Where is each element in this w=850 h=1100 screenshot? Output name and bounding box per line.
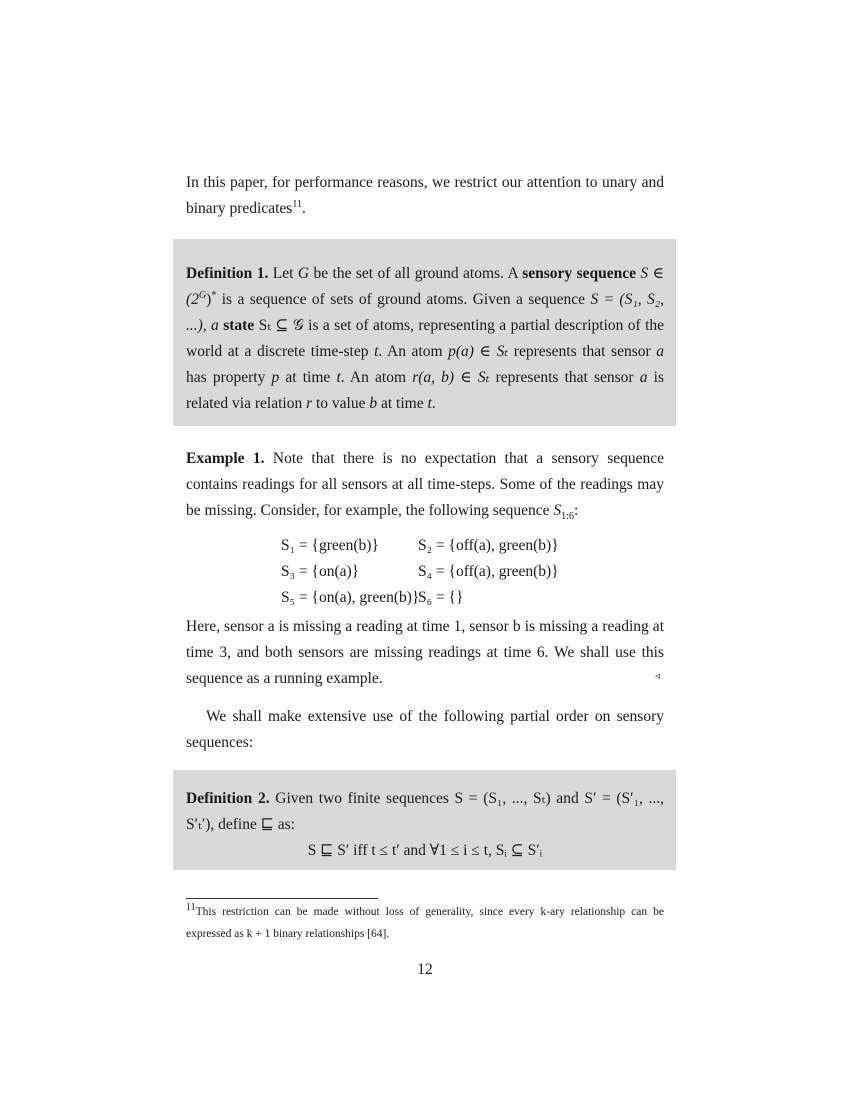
def1-t2: be the set of all ground atoms. A: [313, 265, 518, 282]
definition-2-formula: S ⊑ S′ iff t ≤ t′ and ∀1 ≤ i ≤ t, Sᵢ ⊆ S′ᵢ: [307, 842, 543, 859]
example-1-label: Example 1.: [186, 450, 265, 467]
def1-t25: at time: [381, 395, 424, 412]
def1-t16: t: [336, 369, 341, 386]
def2-text: Given two finite sequences S = (S₁, ..., Sₜ) and S′ = (S′₁, ..., S′ₜ′), define ⊑ as:: [186, 790, 664, 833]
footnote-text: This restriction can be made without loss of generality, since every k-ary relationship can be expressed as k + 1 binary relationships [64].: [186, 906, 664, 940]
def1-t12: a: [656, 343, 665, 360]
def1-t14: p: [271, 369, 280, 386]
def1-t7: Sₜ ⊆ 𝒢 is a set of atoms, representing a partial description of the world at a discrete time-step: [186, 317, 665, 360]
def1-t9: . An atom: [378, 343, 443, 360]
definition-2-text: [186, 786, 664, 838]
sequence-cell: S₂ = {off(a), green(b)}: [418, 537, 559, 554]
def1-t5: is a sequence of sets of ground atoms. Given a sequence: [221, 291, 586, 308]
def1-t23: to value: [316, 395, 366, 412]
sequence-cell: S₆ = {}: [418, 589, 464, 606]
sensory-sequence-term: sensory sequence: [522, 265, 636, 282]
definition-1-box: [173, 239, 676, 426]
def1-t8: t: [374, 343, 379, 360]
def1-t21: is related via relation: [186, 369, 664, 412]
definition-2-label: Definition 2.: [186, 790, 270, 807]
def1-t26: t: [427, 395, 432, 412]
def1-t18: r(a, b) ∈ Sₜ: [412, 369, 490, 386]
end-of-example-mark: ◃: [655, 671, 661, 682]
definition-1-text: [186, 261, 664, 417]
example-1-paragraph: [186, 446, 664, 524]
state-term: state: [223, 317, 255, 334]
def1-t3: S ∈ (2: [186, 265, 665, 308]
def1-t17: . An atom: [340, 369, 407, 386]
def1-t11: represents that sensor: [513, 343, 651, 360]
footnote: [186, 901, 664, 945]
intro-text: In this paper, for performance reasons, we restrict our attention to unary and binary predicates: [186, 174, 664, 217]
def1-t19: represents that sensor: [495, 369, 634, 386]
example-1-after: [186, 614, 664, 692]
definition-1-label: Definition 1.: [186, 265, 269, 282]
footnote-mark: 11: [186, 902, 196, 914]
footnote-rule: [186, 898, 378, 899]
def1-t22: r: [306, 395, 313, 412]
ex1-after-text: Here, sensor a is missing a reading at time 1, sensor b is missing a reading at time 3, and both sensors are missing readings at time 6. We shall use this sequence as a running example.: [186, 618, 664, 687]
ground-atoms-symbol: G: [297, 265, 310, 282]
def1-t10: p(a) ∈ Sₜ: [448, 343, 509, 360]
def1-t6: S = (S₁, S₂, ...), a: [186, 291, 664, 334]
partial-order-paragraph: [186, 704, 664, 756]
def1-t4: ): [206, 291, 212, 308]
def1-t1: Let: [272, 265, 294, 282]
intro-end: .: [301, 200, 306, 217]
def1-t20: a: [639, 369, 648, 386]
example-1-text: Note that there is no expectation that a sensory sequence contains readings for all sensors at all time-steps. Some of the readings may be missing. Consider, for example, the following sequence: [186, 450, 665, 519]
intro-paragraph: [186, 170, 664, 222]
sequence-cell: S₁ = {green(b)}: [281, 537, 379, 554]
ex1-seq: S: [553, 502, 562, 519]
sequence-cell: S₃ = {on(a)}: [281, 563, 360, 580]
def1-t24: b: [369, 395, 378, 412]
sequence-cell: S₄ = {off(a), green(b)}: [418, 563, 559, 580]
ex1-colon: :: [573, 502, 579, 519]
footnote-ref[interactable]: 11: [292, 198, 302, 210]
def1-g2: G: [198, 289, 207, 301]
ex1-seq-sub: 1:6: [561, 511, 574, 523]
def1-t13: has property: [186, 369, 266, 386]
def1-t27: .: [431, 395, 436, 412]
def1-t15: at time: [285, 369, 331, 386]
partial-order-text: We shall make extensive use of the following partial order on sensory sequences:: [186, 708, 664, 751]
def1-star: *: [211, 289, 217, 301]
page-number: 12: [417, 961, 433, 978]
sequence-cell: S₅ = {on(a), green(b)}: [281, 589, 420, 606]
